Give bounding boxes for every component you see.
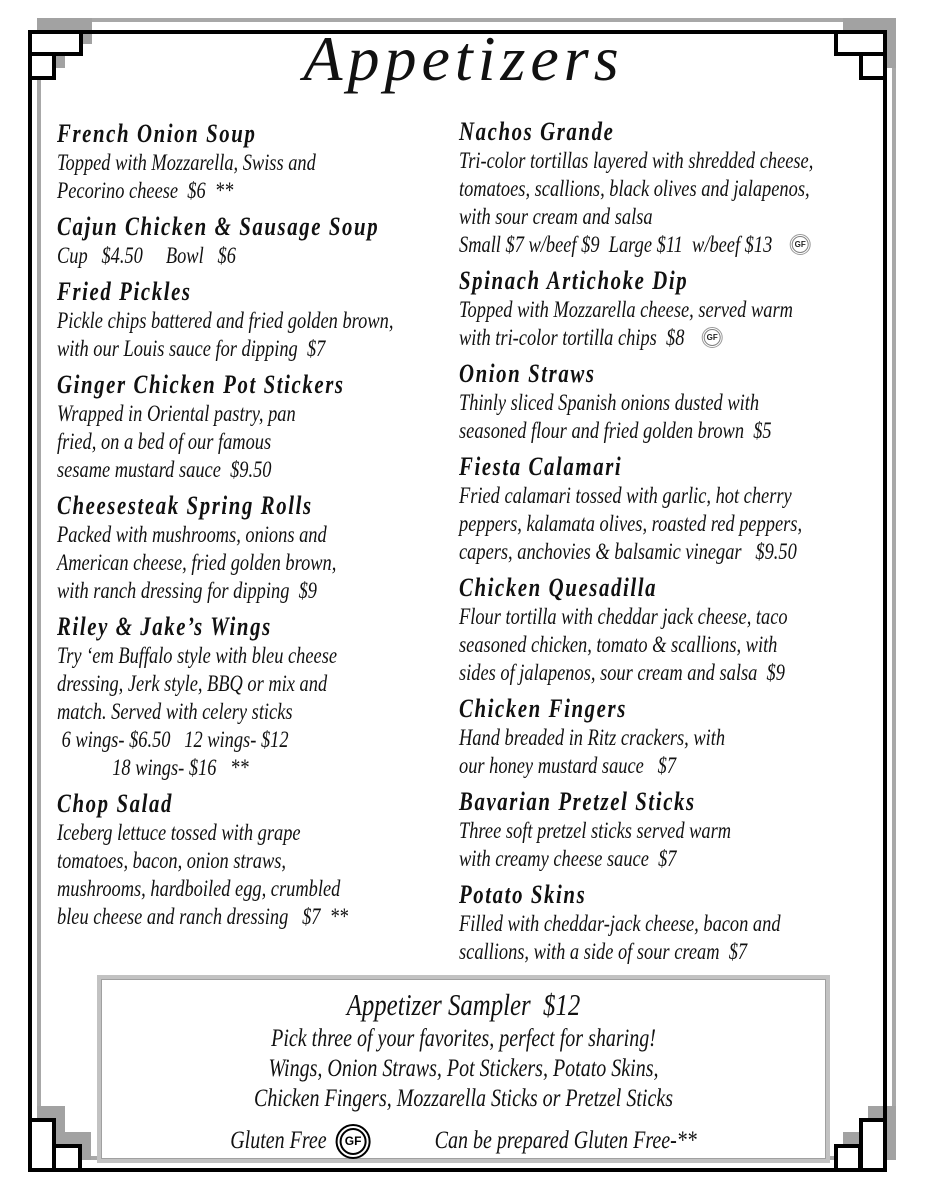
item-description-line: [459, 910, 891, 938]
item-description-text: Thinly sliced Spanish onions dusted with: [459, 390, 760, 415]
item-description-text: sides of jalapenos, sour cream and salsa $9: [459, 660, 785, 685]
item-description-line: [459, 538, 891, 566]
item-name: Cajun Chicken & Sausage Soup: [57, 212, 380, 241]
item-description-line: [459, 389, 891, 417]
item-description-line: [57, 754, 473, 782]
corner-ornament: [52, 1144, 82, 1172]
item-description-text: bleu cheese and ranch dressing $7 **: [57, 904, 349, 929]
item-description-line: [459, 510, 891, 538]
menu-item: [459, 693, 891, 780]
item-description-line: [459, 324, 891, 352]
item-name: Ginger Chicken Pot Stickers: [57, 370, 345, 399]
item-description-line: [459, 845, 891, 873]
item-description-line: [57, 903, 473, 931]
item-description-text: with tri-color tortilla chips $8: [459, 325, 685, 350]
menu-item: [57, 276, 473, 363]
item-description-text: match. Served with celery sticks: [57, 699, 293, 724]
item-description-text: sesame mustard sauce $9.50: [57, 457, 272, 482]
item-description-line: [459, 817, 891, 845]
item-description-text: Hand breaded in Ritz crackers, with: [459, 725, 726, 750]
item-description-line: [459, 659, 891, 687]
item-name: Bavarian Pretzel Sticks: [459, 787, 696, 816]
item-description-text: Tri-color tortillas layered with shredded cheese,: [459, 148, 814, 173]
item-description-text: Fried calamari tossed with garlic, hot cherry: [459, 483, 792, 508]
item-description-text: Three soft pretzel sticks served warm: [459, 818, 732, 843]
item-description-line: [57, 400, 473, 428]
item-description-line: [57, 726, 473, 754]
item-description-line: [459, 603, 891, 631]
item-description-text: capers, anchovies & balsamic vinegar $9.50: [459, 539, 797, 564]
item-description-line: [459, 752, 891, 780]
item-description-text: Iceberg lettuce tossed with grape: [57, 820, 301, 845]
item-description-text: seasoned flour and fried golden brown $5: [459, 418, 772, 443]
corner-ornament: [859, 1118, 887, 1172]
menu-column-right: [459, 116, 891, 972]
menu-item: [459, 265, 891, 352]
item-description-line: [57, 521, 473, 549]
menu-item: [459, 786, 891, 873]
item-name: Riley & Jake’s Wings: [57, 612, 272, 641]
item-description-line: [459, 231, 891, 259]
item-description-text: tomatoes, scallions, black olives and jalapenos,: [459, 176, 810, 201]
item-description-line: [57, 549, 473, 577]
menu-column-left: [57, 118, 473, 937]
menu-item: [57, 118, 473, 205]
item-name: Cheesesteak Spring Rolls: [57, 491, 313, 520]
item-description-text: Wrapped in Oriental pastry, pan: [57, 401, 296, 426]
sampler-content: [174, 979, 754, 1155]
item-description-line: [57, 177, 473, 205]
item-name: Nachos Grande: [459, 117, 615, 146]
item-description-text: Pickle chips battered and fried golden brown,: [57, 308, 394, 333]
menu-item: [57, 611, 473, 782]
item-description-text: our honey mustard sauce $7: [459, 753, 677, 778]
item-description-text: Try ‘em Buffalo style with bleu cheese: [57, 643, 338, 668]
item-description-text: fried, on a bed of our famous: [57, 429, 272, 454]
sampler-line: Pick three of your favorites, perfect for sharing!: [271, 1025, 656, 1052]
item-description-text: with ranch dressing for dipping $9: [57, 578, 317, 603]
item-description-line: [57, 577, 473, 605]
item-name: Spinach Artichoke Dip: [459, 266, 689, 295]
item-description-text: Pecorino cheese $6 **: [57, 178, 234, 203]
item-name: Chop Salad: [57, 789, 173, 818]
menu-item: [459, 572, 891, 687]
menu-item: [57, 788, 473, 931]
item-description-text: 18 wings- $16 **: [57, 755, 249, 780]
gluten-free-icon-text: GF: [345, 1134, 362, 1148]
sampler-box: [97, 975, 830, 1163]
item-description-line: [459, 938, 891, 966]
item-description-text: with sour cream and salsa: [459, 204, 653, 229]
gluten-free-icon-text: GF: [794, 239, 806, 249]
item-name: Potato Skins: [459, 880, 587, 909]
item-description-line: [57, 307, 473, 335]
item-description-line: [57, 819, 473, 847]
item-description-line: [459, 175, 891, 203]
item-description-line: [57, 456, 473, 484]
item-name: Onion Straws: [459, 359, 596, 388]
item-description-text: Flour tortilla with cheddar jack cheese, taco: [459, 604, 788, 629]
item-description-line: [57, 875, 473, 903]
gluten-free-icon: [340, 1128, 367, 1155]
item-description-line: [57, 149, 473, 177]
item-name: Chicken Fingers: [459, 694, 627, 723]
menu-item: [459, 879, 891, 966]
item-description-line: [459, 631, 891, 659]
gluten-free-note: Can be prepared Gluten Free-**: [434, 1127, 697, 1154]
menu-item: [459, 451, 891, 566]
item-name: Chicken Quesadilla: [459, 573, 658, 602]
page-title: Appetizers: [303, 23, 624, 94]
gluten-free-icon: [791, 236, 808, 253]
item-description-text: with creamy cheese sauce $7: [459, 846, 677, 871]
menu-item: [57, 490, 473, 605]
item-description-text: dressing, Jerk style, BBQ or mix and: [57, 671, 328, 696]
item-description-text: tomatoes, bacon, onion straws,: [57, 848, 286, 873]
item-description-text: mushrooms, hardboiled egg, crumbled: [57, 876, 341, 901]
item-description-line: [57, 242, 473, 270]
gluten-free-icon: [704, 329, 721, 346]
item-name: Fiesta Calamari: [459, 452, 623, 481]
item-description-text: scallions, with a side of sour cream $7: [459, 939, 748, 964]
item-description-text: Packed with mushrooms, onions and: [57, 522, 327, 547]
item-description-line: [459, 147, 891, 175]
item-description-line: [459, 482, 891, 510]
item-name: French Onion Soup: [57, 119, 257, 148]
item-description-line: [57, 335, 473, 363]
corner-ornament: [834, 1144, 862, 1172]
menu-item: [57, 369, 473, 484]
item-description-line: [459, 296, 891, 324]
item-description-line: [459, 724, 891, 752]
item-description-line: [57, 847, 473, 875]
sampler-line: Chicken Fingers, Mozzarella Sticks or Pretzel Sticks: [254, 1085, 673, 1112]
item-description-line: [57, 428, 473, 456]
item-description-line: [459, 203, 891, 231]
gluten-free-icon-text: GF: [706, 332, 718, 342]
menu-item: [57, 211, 473, 270]
sampler-line: Wings, Onion Straws, Pot Stickers, Potato Skins,: [268, 1055, 659, 1082]
item-name: Fried Pickles: [57, 277, 192, 306]
item-description-text: with our Louis sauce for dipping $7: [57, 336, 326, 361]
item-description-text: seasoned chicken, tomato & scallions, with: [459, 632, 778, 657]
item-description-line: [57, 698, 473, 726]
item-description-line: [459, 417, 891, 445]
item-description-text: Filled with cheddar-jack cheese, bacon and: [459, 911, 781, 936]
item-description-text: Topped with Mozzarella, Swiss and: [57, 150, 316, 175]
item-description-text: peppers, kalamata olives, roasted red peppers,: [459, 511, 803, 536]
item-description-text: Topped with Mozzarella cheese, served warm: [459, 297, 793, 322]
menu-item: [459, 116, 891, 259]
item-description-line: [57, 642, 473, 670]
item-description-text: American cheese, fried golden brown,: [57, 550, 337, 575]
gluten-free-legend: [174, 1127, 754, 1155]
gluten-free-label: Gluten Free: [230, 1127, 327, 1154]
item-description-line: [57, 670, 473, 698]
item-description-text: 6 wings- $6.50 12 wings- $12: [57, 727, 289, 752]
item-description-text: Small $7 w/beef $9 Large $11 w/beef $13: [459, 232, 773, 257]
menu-item: [459, 358, 891, 445]
item-description-text: Cup $4.50 Bowl $6: [57, 243, 236, 268]
sampler-title: Appetizer Sampler $12: [346, 987, 581, 1022]
